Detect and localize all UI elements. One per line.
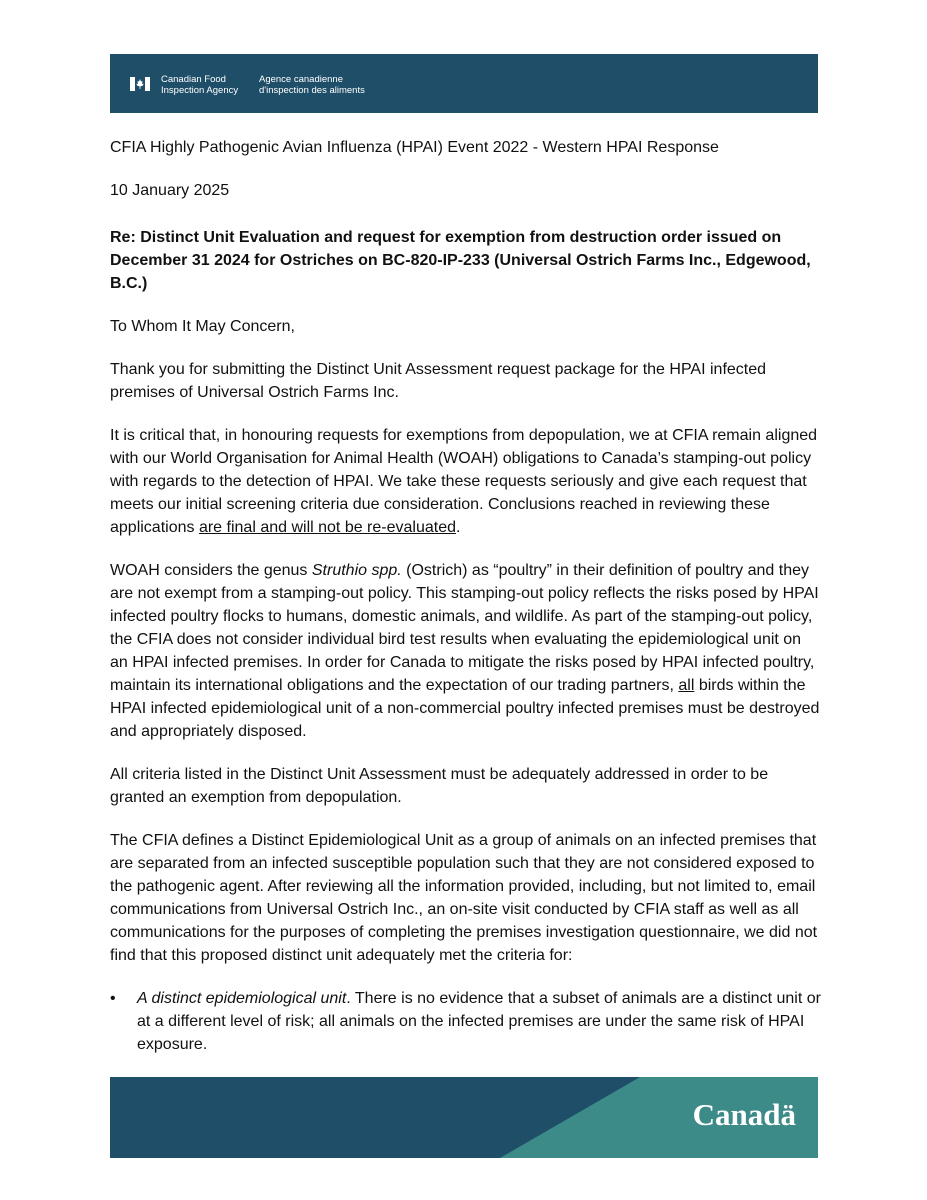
agency-en-line1: Canadian Food [161,74,226,85]
agency-fr-line2: d'inspection des aliments [259,85,365,96]
paragraph-3 [110,559,822,743]
event-title: CFIA Highly Pathogenic Avian Influenza (HPAI) Event 2022 - Western HPAI Response [110,139,719,156]
paragraph-1: Thank you for submitting the Distinct Unit Assessment request package for the HPAI infected premises of Universal Ostrich Farms Inc. [110,361,767,401]
letter-body [110,136,822,1056]
paragraph-2-underlined: are final and will not be re-evaluated [198,519,456,536]
paragraph-3-text-b: (Ostrich) as “poultry” in their definition of poultry and they are not exempt from a stamping-out policy. This stamping-out policy reflects the risks posed by HPAI infected poultry flocks to humans, domestic animals, and wildlife. As part of the stamping-out policy, the CFIA does not consider individual bird test results when evaluating the epidemiological unit on an HPAI infected premises. In order for Canada to mitigate the risks posed by HPAI infected poultry, maintain its international obligations and the expectation of our trading partners, [110,562,819,694]
paragraph-2 [110,424,822,539]
agency-en-line2: Inspection Agency [161,85,239,96]
canada-flag-icon [130,77,150,91]
criterion-title: A distinct epidemiological unit [137,990,347,1007]
list-item [110,987,822,1056]
letterhead-banner [110,54,818,113]
paragraph-3-species: Struthio spp. [311,562,402,579]
paragraph-3-text-a: WOAH considers the genus [110,562,312,579]
agency-fr-line1: Agence canadienne [259,74,343,85]
criteria-list [110,987,822,1056]
paragraph-3-text-c: birds within the HPAI infected epidemiological unit of a non-commercial poultry infected premises must be destroyed and appropriately disposed. [110,677,820,740]
paragraph-4: All criteria listed in the Distinct Unit Assessment must be adequately addressed in order to be granted an exemption from depopulation. [110,766,769,806]
salutation: To Whom It May Concern, [110,318,295,335]
criterion-text: . There is no evidence that a subset of animals are a distinct unit or at a different level of risk; all animals on the infected premises are under the same risk of HPAI exposure. [137,990,821,1053]
paragraph-3-underlined: all [678,677,695,694]
canada-wordmark: Canadä [692,1097,796,1132]
subject-line: Re: Distinct Unit Evaluation and request for exemption from destruction order issued on December 31 2024 for Ostriches on BC-820-IP-233 (Universal Ostrich Farms Inc., Edgewood, B.C.) [110,229,811,292]
letter-date: 10 January 2025 [110,182,230,199]
agency-name-english [161,74,238,96]
paragraph-2-end: . [456,519,461,536]
paragraph-2-text: It is critical that, in honouring requests for exemptions from depopulation, we at CFIA remain aligned with our World Organisation for Animal Health (WOAH) obligations to Canada’s stamping-out policy with regards to the detection of HPAI. We take these requests seriously and give each request that meets our initial screening criteria due consideration. Conclusions reached in reviewing these applications [110,427,818,536]
agency-name-french [259,74,365,96]
footer-banner [110,1077,818,1158]
paragraph-5: The CFIA defines a Distinct Epidemiological Unit as a group of animals on an infected premises that are separated from an infected susceptible population such that they are not considered exposed to the pathogenic agent. After reviewing all the information provided, including, but not limited to, email communications from Universal Ostrich Inc., an on-site visit conducted by CFIA staff as well as all communications for the purposes of completing the premises investigation questionnaire, we did not find that this proposed distinct unit adequately met the criteria for: [110,832,818,964]
